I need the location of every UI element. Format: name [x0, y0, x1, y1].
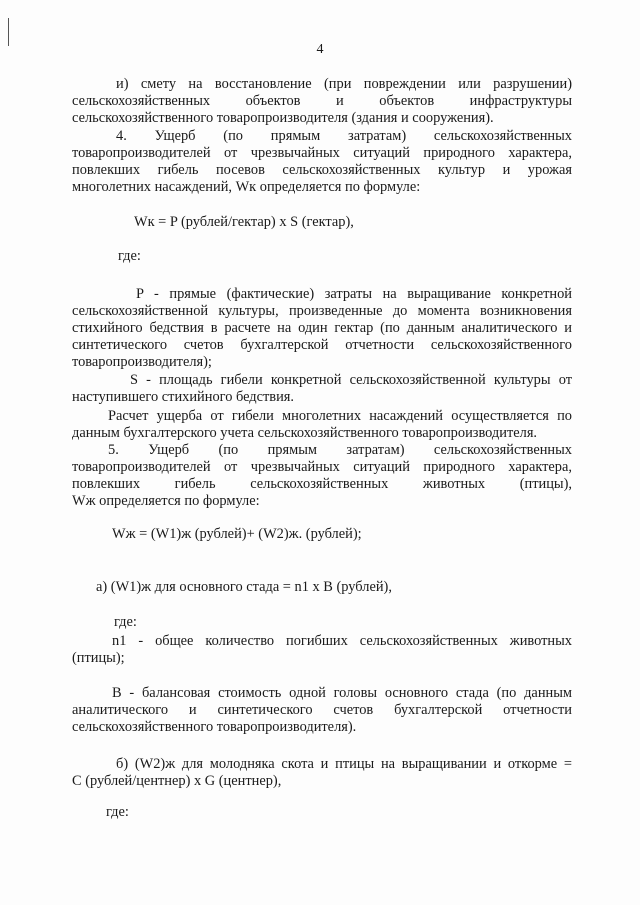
text-line: товаропроизводителей от чрезвычайных ситуаций природного характера,	[72, 459, 572, 475]
paragraph-4	[72, 128, 572, 196]
text-line: сельскохозяйственного товаропроизводителя).	[72, 719, 357, 735]
text-line: (птицы);	[72, 650, 125, 666]
text-line: повлекших гибель посевов сельскохозяйственных культур и урожая	[72, 162, 572, 178]
formula-wk: Wк = P (рублей/гектар) x S (гектар),	[134, 214, 354, 230]
paragraph-i	[72, 76, 572, 127]
text-line: Расчет ущерба от гибели многолетних насаждений осуществляется по	[108, 408, 572, 424]
text-line: сельскохозяйственных объектов и объектов инфраструктуры	[72, 93, 572, 109]
text-line: 5. Ущерб (по прямым затратам) сельскохозяйственных	[108, 442, 572, 458]
paragraph-5	[72, 442, 572, 510]
text-line: стихийного бедствия в расчете на один гектар (по данным аналитического и	[72, 320, 572, 336]
where-label: где:	[106, 804, 129, 820]
text-line: повлекших гибель сельскохозяйственных животных (птицы),	[72, 476, 572, 492]
text-line: B - балансовая стоимость одной головы основного стада (по данным	[112, 685, 572, 701]
formula-b	[72, 756, 572, 790]
definition-n1	[72, 633, 572, 667]
text-line: товаропроизводителя);	[72, 354, 212, 370]
text-line: и) смету на восстановление (при повреждении или разрушении)	[116, 76, 572, 92]
definition-p	[72, 286, 572, 371]
text-line: аналитического и синтетического счетов бухгалтерской отчетности	[72, 702, 572, 718]
text-line: Wж определяется по формуле:	[72, 493, 260, 509]
text-line: P - прямые (фактические) затраты на выращивание конкретной	[136, 286, 572, 302]
where-label: где:	[114, 614, 137, 630]
paragraph-calc	[72, 408, 572, 442]
text-line: 4. Ущерб (по прямым затратам) сельскохозяйственных	[116, 128, 572, 144]
formula-a: а) (W1)ж для основного стада = n1 x B (рублей),	[96, 579, 392, 595]
text-line: наступившего стихийного бедствия.	[72, 389, 295, 405]
definition-b	[72, 685, 572, 736]
text-line: сельскохозяйственной культуры, произведенные до момента возникновения	[72, 303, 572, 319]
formula-wzh: Wж = (W1)ж (рублей)+ (W2)ж. (рублей);	[112, 526, 362, 542]
page-number: 4	[316, 42, 324, 57]
definition-s	[72, 372, 572, 406]
text-line: сельскохозяйственного товаропроизводителя (здания и сооружения).	[72, 110, 494, 126]
text-line: б) (W2)ж для молодняка скота и птицы на выращивании и откорме =	[116, 756, 572, 772]
text-line: данным бухгалтерского учета сельскохозяйственного товаропроизводителя.	[72, 425, 538, 441]
text-line: S - площадь гибели конкретной сельскохозяйственной культуры от	[130, 372, 572, 388]
where-label: где:	[118, 248, 141, 264]
text-line: C (рублей/центнер) x G (центнер),	[72, 773, 282, 789]
text-line: многолетних насаждений, Wк определяется по формуле:	[72, 179, 421, 195]
text-line: товаропроизводителей от чрезвычайных ситуаций природного характера,	[72, 145, 572, 161]
text-line: n1 - общее количество погибших сельскохозяйственных животных	[112, 633, 572, 649]
text-line: синтетического счетов бухгалтерской отчетности сельскохозяйственного	[72, 337, 572, 353]
